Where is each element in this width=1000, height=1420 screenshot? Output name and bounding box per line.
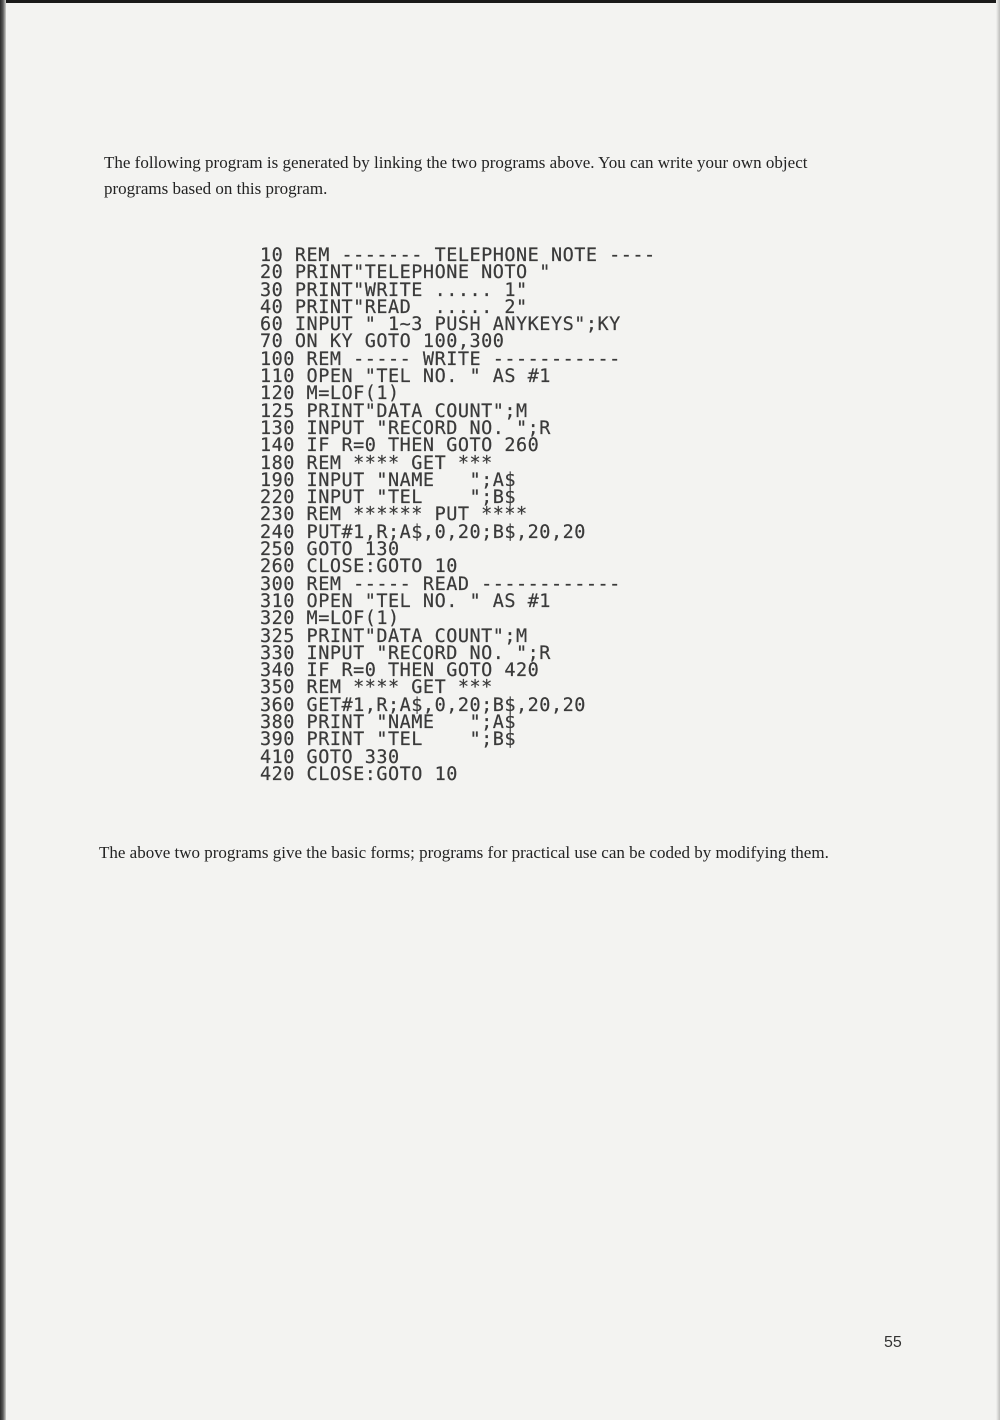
code-line: 320 M=LOF(1) — [260, 608, 400, 630]
page-top-edge — [0, 0, 1000, 3]
code-line: 325 PRINT"DATA COUNT";M — [260, 625, 528, 647]
code-line: 390 PRINT "TEL ";B$ — [260, 729, 517, 751]
code-line: 360 GET#1,R;A$,0,20;B$,20,20 — [260, 694, 586, 716]
code-line: 220 INPUT "TEL ";B$ — [260, 487, 517, 509]
page-binding-edge — [0, 0, 6, 1420]
code-line: 350 REM **** GET *** — [260, 677, 493, 699]
code-line: 380 PRINT "NAME ";A$ — [260, 712, 517, 734]
code-line: 340 IF R=0 THEN GOTO 420 — [260, 660, 540, 682]
code-line: 100 REM ----- WRITE ----------- — [260, 348, 621, 370]
code-line: 230 REM ****** PUT **** — [260, 504, 528, 526]
code-line: 40 PRINT"READ ..... 2" — [260, 296, 528, 318]
code-line: 300 REM ----- READ ------------ — [260, 573, 621, 595]
page-right-edge — [996, 0, 1000, 1420]
page-number: 55 — [884, 1334, 902, 1351]
code-line: 30 PRINT"WRITE ..... 1" — [260, 279, 528, 301]
code-line: 110 OPEN "TEL NO. " AS #1 — [260, 366, 551, 388]
intro-paragraph: The following program is generated by linking the two programs above. You can write your own object programs based on this program. — [104, 153, 808, 198]
code-line: 190 INPUT "NAME ";A$ — [260, 469, 517, 491]
code-line: 120 M=LOF(1) — [260, 383, 400, 405]
code-line: 330 INPUT "RECORD NO. ";R — [260, 642, 551, 664]
program-listing — [260, 247, 780, 783]
code-line: 310 OPEN "TEL NO. " AS #1 — [260, 590, 551, 612]
code-line: 240 PUT#1,R;A$,0,20;B$,20,20 — [260, 521, 586, 543]
code-line: 410 GOTO 330 — [260, 746, 400, 768]
code-line: 130 INPUT "RECORD NO. ";R — [260, 417, 551, 439]
code-line: 140 IF R=0 THEN GOTO 260 — [260, 435, 540, 457]
code-line: 70 ON KY GOTO 100,300 — [260, 331, 505, 353]
code-line: 420 CLOSE:GOTO 10 — [260, 763, 458, 785]
code-line: 260 CLOSE:GOTO 10 — [260, 556, 458, 578]
code-line: 60 INPUT " 1~3 PUSH ANYKEYS";KY — [260, 314, 621, 336]
code-line: 20 PRINT"TELEPHONE NOTO " — [260, 262, 551, 284]
code-line: 10 REM ------- TELEPHONE NOTE ---- — [260, 245, 656, 266]
code-line: 250 GOTO 130 — [260, 539, 400, 561]
code-line: 125 PRINT"DATA COUNT";M — [260, 400, 528, 422]
code-line: 180 REM **** GET *** — [260, 452, 493, 474]
outro-paragraph: The above two programs give the basic forms; programs for practical use can be coded by modifying them. — [99, 843, 829, 862]
